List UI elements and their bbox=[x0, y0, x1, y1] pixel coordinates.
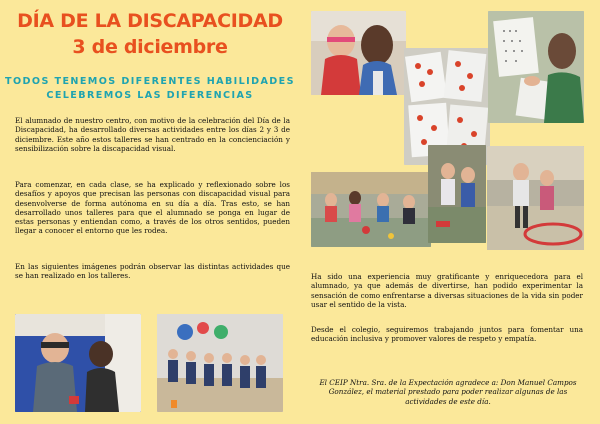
page-title: DÍA DE LA DISCAPACIDAD bbox=[17, 10, 283, 32]
subtitle-line-2: CELEBREMOS LAS DIFERENCIAS bbox=[46, 90, 254, 101]
page-date: 3 de diciembre bbox=[72, 36, 228, 58]
images-paragraph: En las siguientes imágenes podrán observar las distintas actividades que se han realizado en los talleres. bbox=[15, 262, 290, 281]
experience-paragraph: Ha sido una experiencia muy gratificante y enriquecedora para el alumnado, ya que además de divertirse, han podido experimentar la sensación de como enfrentarse a diversas situaciones de la vida sin poder usar el sentido de la vista. bbox=[311, 272, 583, 309]
photo-blindfolded-children bbox=[311, 11, 406, 95]
intro-paragraph: El alumnado de nuestro centro, con motivo de la celebración del Día de la Discapacidad, ha desarrollado diversas actividades entre los días 2 y 3 de diciembre. Este año estos talleres se han centrado en la concienciación y sensibilización sobre la discapacidad visual. bbox=[15, 116, 290, 153]
activities-paragraph: Para comenzar, en cada clase, se ha explicado y reflexionado sobre los desafíos y apoyos que precisan las personas con discapacidad visual para desenvolverse de forma autónoma en su día a día. Tras esto, se han desarrollado unos talleres para que el alumnado se ponga en lugar de estas personas y entiendan como, a través de los otros sentidos, pueden llegar a conocer el entorno que les rodea. bbox=[15, 180, 290, 236]
photo-classroom-activity bbox=[311, 172, 431, 247]
photo-group-walking bbox=[428, 145, 486, 243]
photo-hoop-game bbox=[487, 146, 584, 250]
acknowledgement-text: El CEIP Ntra. Sra. de la Expectación agradece a: Don Manuel Campos González, el material prestado para poder realizar algunas de las actividades de este día. bbox=[319, 378, 577, 406]
photo-blindfold-guide bbox=[15, 314, 141, 412]
photo-children-line bbox=[157, 314, 283, 412]
photo-braille-sheet bbox=[488, 11, 584, 123]
subtitle-line-1: TODOS TENEMOS DIFERENTES HABILIDADES bbox=[5, 76, 295, 87]
school-paragraph: Desde el colegio, seguiremos trabajando juntos para fomentar una educación inclusiva y promover valores de respeto y empatía. bbox=[311, 325, 583, 344]
